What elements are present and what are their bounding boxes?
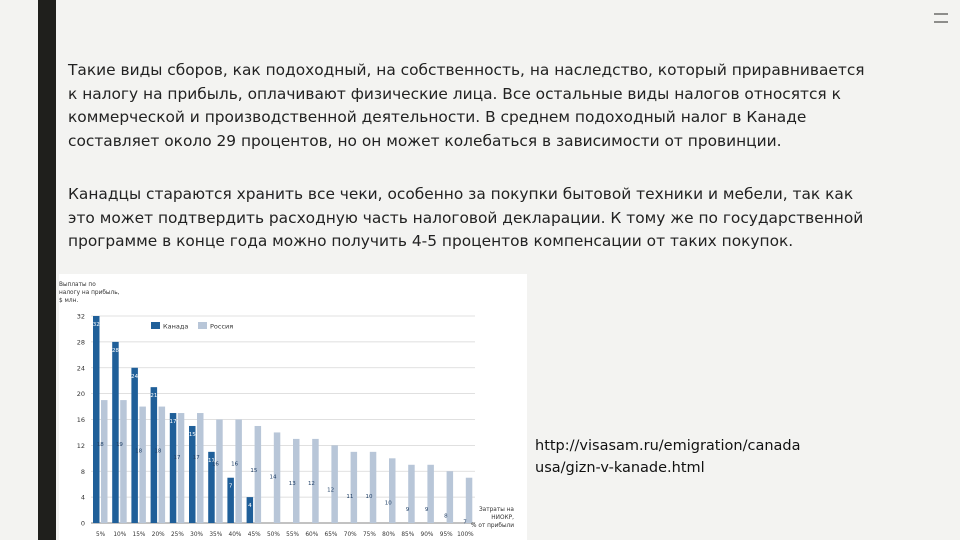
x-tick-label: 10% — [113, 532, 127, 538]
bar-canada — [151, 387, 158, 523]
x-tick-label: 80% — [382, 532, 396, 538]
y-tick-label: 32 — [76, 312, 85, 321]
x-tick-label: 40% — [228, 532, 242, 538]
x-tick-label: 20% — [151, 532, 165, 538]
bar-label-canada: 11 — [207, 457, 215, 464]
bar-russia — [101, 400, 108, 523]
bar-canada — [247, 497, 254, 523]
bar-russia — [235, 420, 242, 524]
bar-label-russia: 17 — [173, 455, 181, 462]
x-tick-label: 50% — [266, 532, 280, 538]
bar-canada — [93, 316, 100, 523]
x-tick-label: 35% — [209, 532, 223, 538]
bar-label-russia: 12 — [307, 480, 315, 487]
x-tick-label: 90% — [420, 532, 434, 538]
bar-russia — [405, 465, 415, 523]
y-axis-label — [59, 282, 120, 304]
x-tick-label: 65% — [324, 532, 338, 538]
x-tick-label: 85% — [401, 532, 415, 538]
bar-label-russia: 11 — [346, 493, 354, 500]
bar-russia — [351, 452, 358, 523]
x-tick-label: 25% — [170, 532, 184, 538]
menu-icon — [934, 13, 948, 23]
bar-russia — [216, 420, 223, 524]
paragraph-income-tax: Такие виды сборов, как подоходный, на собственность, на наследство, который приравнивается к налогу на прибыль, оплачивают физические лица. Все остальные виды налогов относятся к коммерческой и производственной деятельности. В среднем подоходный налог в Канаде составляет около 29 процентов, но он может колебаться в зависимости от провинции. — [68, 61, 865, 150]
x-tick-label: 5% — [95, 532, 106, 538]
bar-russia — [424, 465, 434, 523]
bar-russia — [159, 407, 166, 523]
bar-label-canada: 21 — [150, 393, 158, 400]
x-tick-label: 75% — [362, 532, 376, 538]
x-tick-label: 100% — [457, 532, 474, 538]
bar-russia — [120, 400, 127, 523]
gridlines — [91, 316, 475, 523]
bar-label-canada: 15 — [188, 431, 196, 438]
bar-canada — [112, 342, 119, 523]
x-tick-label: 55% — [286, 532, 300, 538]
bar-russia — [389, 458, 396, 523]
x-axis-label — [471, 507, 514, 529]
bar-label-canada: 32 — [92, 322, 100, 328]
bar-chart — [59, 274, 527, 540]
source-link[interactable] — [535, 435, 801, 479]
bar-canada — [131, 368, 138, 523]
y-axis-label-line: Выплаты по — [59, 282, 96, 288]
y-tick-label: 8 — [80, 467, 85, 476]
bar-russia — [139, 407, 146, 523]
y-tick-label: 4 — [80, 493, 85, 502]
y-tick-label: 24 — [76, 364, 85, 373]
bar-russia — [370, 452, 377, 523]
legend-swatch-canada — [151, 322, 160, 329]
bar-russia — [197, 413, 204, 523]
x-axis-label-line: % от прибыли — [471, 523, 514, 529]
bar-canada — [170, 413, 177, 523]
x-tick-label: 30% — [190, 532, 204, 538]
y-axis-label-line: $ млн. — [59, 298, 79, 304]
bar-label-russia: 19 — [115, 442, 123, 449]
x-tick-label: 45% — [247, 532, 261, 538]
bar-label-canada: 17 — [169, 419, 177, 426]
bar-label-canada: 4 — [248, 503, 252, 510]
bar-label-russia: 18 — [154, 448, 162, 455]
bar-russia — [466, 478, 473, 523]
bar-russia — [178, 413, 185, 523]
bar-label-russia: 10 — [365, 493, 373, 500]
bar-label-russia: 17 — [192, 455, 200, 462]
y-tick-label: 20 — [76, 390, 85, 399]
bar-label-russia: 8 — [444, 513, 448, 520]
y-tick-label: 16 — [76, 416, 85, 424]
legend-swatch-russia — [198, 322, 207, 329]
x-axis-label-line: НИОКР, — [491, 515, 514, 521]
bar-label-russia: 7 — [463, 519, 467, 526]
bar-russia — [255, 426, 262, 523]
bar-label-canada: 24 — [131, 373, 139, 380]
x-axis-ticks — [96, 532, 474, 538]
bar-label-russia: 18 — [135, 448, 143, 455]
bar-label-russia: 14 — [269, 474, 277, 481]
y-tick-label: 28 — [76, 338, 85, 347]
bar-label-russia: 9 — [424, 506, 429, 513]
bar-label-russia: 9 — [405, 506, 410, 513]
bar-label-russia: 18 — [96, 442, 104, 449]
bar-russia — [331, 445, 338, 523]
legend-label-canada: Канада — [163, 322, 189, 331]
left-accent-bar — [38, 0, 56, 540]
bar-canada — [189, 426, 196, 523]
source-line-2: usa/gizn-v-kanade.html — [535, 460, 705, 476]
x-tick-label: 15% — [132, 532, 146, 538]
paragraph-receipts: Канадцы стараются хранить все чеки, особенно за покупки бытовой техники и мебели, так как это может подтвердить расходную часть налоговой декларации. К тому же по государственной программе в конце года можно получить 4-5 процентов компенсации от таких покупок. — [68, 185, 864, 250]
bar-label-russia: 13 — [288, 480, 296, 487]
bar-label-russia: 15 — [250, 467, 258, 474]
y-tick-label: 12 — [76, 441, 85, 450]
x-tick-label: 60% — [305, 532, 319, 538]
bar-chart-panel — [59, 274, 527, 540]
bar-label-russia: 16 — [211, 461, 219, 468]
bar-label-russia: 10 — [384, 500, 392, 507]
x-tick-label: 70% — [343, 532, 357, 538]
bar-label-russia: 12 — [327, 487, 335, 494]
bar-label-canada: 28 — [111, 347, 119, 354]
bar-label-canada: 7 — [228, 483, 233, 490]
legend-label-russia: Россия — [210, 322, 234, 331]
bar-label-russia: 16 — [231, 461, 239, 468]
legend — [151, 322, 233, 331]
y-tick-label: 0 — [80, 519, 85, 528]
y-axis-ticks — [77, 313, 85, 528]
source-line-1: http://visasam.ru/emigration/canada — [535, 438, 801, 454]
x-tick-label: 95% — [439, 532, 453, 538]
y-axis-label-line: налогу на прибыль, — [59, 290, 120, 296]
x-axis-label-line: Затраты на — [478, 507, 514, 513]
